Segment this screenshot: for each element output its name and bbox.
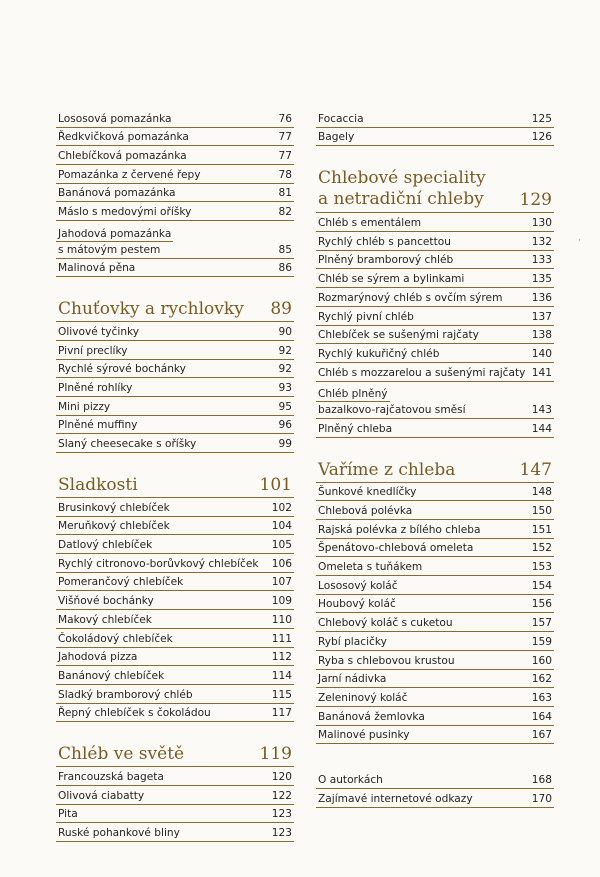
toc-entry-label: Houbový koláč bbox=[318, 598, 396, 611]
toc-entry-label: Špenátovo-chlebová omeleta bbox=[318, 542, 474, 555]
toc-entry-page: 151 bbox=[531, 523, 552, 536]
toc-entry-label: Rajská polévka z bílého chleba bbox=[318, 523, 481, 536]
toc-entry-label: bazalkovo-rajčatovou směsí bbox=[318, 403, 466, 416]
toc-entry-page: 126 bbox=[531, 131, 552, 144]
toc-entry-label: Makový chlebíček bbox=[58, 613, 152, 626]
toc-entry bbox=[56, 610, 294, 629]
toc-entry-label: Meruňkový chlebíček bbox=[58, 520, 170, 533]
toc-entry bbox=[56, 517, 294, 536]
toc-entry-page: 85 bbox=[278, 243, 292, 256]
toc-entry-page: 168 bbox=[531, 773, 552, 786]
toc-entry-label: Banánová pomazánka bbox=[58, 187, 176, 200]
section-heading bbox=[56, 744, 294, 767]
toc-entry bbox=[56, 648, 294, 667]
toc-entry-label: Plněný bramborový chléb bbox=[318, 254, 454, 267]
toc-entry-page: 138 bbox=[531, 329, 552, 342]
toc-entry-label: Chlebová polévka bbox=[318, 505, 413, 518]
toc-entry-page: 152 bbox=[531, 542, 552, 555]
toc-entry-label: Banánová žemlovka bbox=[318, 710, 425, 723]
toc-entry-label: Rychlý kukuřičný chléb bbox=[318, 347, 440, 360]
toc-entry-label: Čokoládový chlebíček bbox=[58, 632, 173, 645]
toc-entry-page: 159 bbox=[531, 635, 552, 648]
section-title: Chléb ve světě bbox=[58, 744, 185, 765]
toc-entry-label: Řepný chlebíček s čokoládou bbox=[58, 707, 211, 720]
toc-entry bbox=[316, 251, 554, 270]
toc-left-column bbox=[56, 109, 294, 842]
toc-entry bbox=[316, 326, 554, 345]
toc-entry-page: 136 bbox=[531, 291, 552, 304]
toc-entry-label: Sladký bramborový chléb bbox=[58, 688, 193, 701]
section-page: 119 bbox=[259, 744, 292, 765]
toc-entry bbox=[316, 539, 554, 558]
toc-entry-page: 117 bbox=[271, 707, 292, 720]
toc-entry-label: Omeleta s tuňákem bbox=[318, 561, 423, 574]
toc-entry bbox=[316, 307, 554, 326]
toc-entry bbox=[56, 202, 294, 221]
toc-entry bbox=[56, 221, 294, 258]
toc-entry bbox=[316, 520, 554, 539]
toc-entry-label: O autorkách bbox=[318, 773, 383, 786]
toc-entry bbox=[316, 688, 554, 707]
toc-entry-page: 81 bbox=[278, 187, 292, 200]
toc-group-varime bbox=[316, 483, 554, 745]
toc-group-pecivo bbox=[316, 109, 554, 146]
toc-entry-page: 132 bbox=[531, 235, 552, 248]
toc-entry-label: Pita bbox=[58, 808, 78, 821]
toc-entry bbox=[316, 344, 554, 363]
section-page: 147 bbox=[519, 459, 552, 480]
toc-entry-page: 115 bbox=[271, 688, 292, 701]
toc-entry-page: 102 bbox=[271, 501, 292, 514]
toc-entry-page: 141 bbox=[531, 366, 552, 379]
toc-entry bbox=[56, 767, 294, 786]
section-heading bbox=[56, 299, 294, 322]
section-heading bbox=[316, 460, 554, 483]
toc-entry bbox=[316, 213, 554, 232]
toc-entry bbox=[316, 483, 554, 502]
toc-entry-page: 123 bbox=[271, 827, 292, 840]
toc-entry-page: 156 bbox=[531, 598, 552, 611]
toc-entry bbox=[316, 382, 554, 419]
toc-entry bbox=[56, 109, 294, 128]
toc-entry bbox=[316, 707, 554, 726]
toc-entry bbox=[316, 501, 554, 520]
toc-group-chutovky bbox=[56, 322, 294, 453]
toc-entry-page: 105 bbox=[271, 539, 292, 552]
toc-entry bbox=[316, 109, 554, 128]
toc-entry-label: Zajímavé internetové odkazy bbox=[318, 792, 473, 805]
toc-entry bbox=[56, 704, 294, 723]
toc-entry-page: 110 bbox=[271, 613, 292, 626]
section-page: 129 bbox=[519, 190, 552, 211]
toc-entry-page: 148 bbox=[531, 486, 552, 499]
toc-entry-label: Višňové bochánky bbox=[58, 595, 154, 608]
toc-entry bbox=[316, 419, 554, 438]
scan-mark: · bbox=[578, 236, 581, 246]
toc-entry-page: 153 bbox=[531, 561, 552, 574]
toc-entry-label: Focaccia bbox=[318, 112, 364, 125]
toc-entry-page: 107 bbox=[271, 576, 292, 589]
toc-entry-page: 163 bbox=[531, 691, 552, 704]
toc-entry-label: Pomerančový chlebíček bbox=[58, 576, 184, 589]
toc-entry bbox=[316, 726, 554, 745]
toc-entry bbox=[56, 259, 294, 278]
toc-entry-page: 140 bbox=[531, 347, 552, 360]
toc-entry-page: 96 bbox=[278, 419, 292, 432]
toc-entry-label: Ředkvičková pomazánka bbox=[58, 131, 189, 144]
toc-entry bbox=[56, 341, 294, 360]
section-title: Vaříme z chleba bbox=[318, 459, 456, 480]
toc-entry bbox=[56, 666, 294, 685]
toc-entry bbox=[56, 805, 294, 824]
section-page: 101 bbox=[259, 475, 292, 496]
toc-entry-label: Chlebíčková pomazánka bbox=[58, 150, 187, 163]
toc-entry-page: 95 bbox=[278, 400, 292, 413]
toc-entry-page: 125 bbox=[531, 112, 552, 125]
toc-entry-label: Bagely bbox=[318, 131, 355, 144]
toc-entry bbox=[56, 573, 294, 592]
section-title-line: a netradiční chleby bbox=[318, 189, 484, 210]
toc-entry-label: Pomazánka z červené řepy bbox=[58, 168, 201, 181]
section-heading bbox=[56, 475, 294, 498]
toc-entry-page: 120 bbox=[271, 770, 292, 783]
toc-entry bbox=[316, 789, 554, 808]
toc-group-svet bbox=[56, 767, 294, 842]
toc-entry-page: 162 bbox=[531, 673, 552, 686]
toc-entry bbox=[56, 146, 294, 165]
toc-entry-label: Plněný chleba bbox=[318, 422, 393, 435]
toc-entry bbox=[56, 554, 294, 573]
toc-entry bbox=[56, 823, 294, 842]
toc-entry-label: Plněné rohlíky bbox=[58, 381, 133, 394]
toc-entry bbox=[56, 591, 294, 610]
toc-entry-label: Mini pizzy bbox=[58, 400, 111, 413]
toc-entry bbox=[56, 535, 294, 554]
toc-entry-page: 154 bbox=[531, 579, 552, 592]
toc-entry bbox=[56, 184, 294, 203]
toc-entry bbox=[56, 378, 294, 397]
toc-group-speciality bbox=[316, 213, 554, 381]
toc-entry-page: 90 bbox=[278, 325, 292, 338]
toc-entry-page: 78 bbox=[278, 168, 292, 181]
toc-entry-page: 77 bbox=[278, 131, 292, 144]
toc-entry-label: Chléb se sýrem a bylinkami bbox=[318, 273, 465, 286]
toc-entry-label: Rybí placičky bbox=[318, 635, 387, 648]
toc-entry bbox=[316, 595, 554, 614]
toc-entry bbox=[56, 498, 294, 517]
toc-entry-label: Jarní nádivka bbox=[318, 673, 387, 686]
toc-entry bbox=[316, 670, 554, 689]
toc-entry-page: 86 bbox=[278, 262, 292, 275]
toc-group-sladkosti bbox=[56, 498, 294, 722]
toc-entry-page: 92 bbox=[278, 344, 292, 357]
toc-entry-page: 104 bbox=[271, 520, 292, 533]
toc-entry-label: Chléb plněný bbox=[318, 387, 388, 400]
toc-entry-page: 112 bbox=[271, 651, 292, 664]
section-page: 89 bbox=[270, 299, 292, 320]
toc-entry-label: Rychlý citronovo-borůvkový chlebíček bbox=[58, 557, 259, 570]
toc-right-column bbox=[316, 109, 554, 808]
toc-entry bbox=[56, 786, 294, 805]
toc-entry-label: Chlebíček se sušenými rajčaty bbox=[318, 329, 479, 342]
toc-entry-page: 170 bbox=[531, 792, 552, 805]
toc-entry-label: Lososová pomazánka bbox=[58, 112, 172, 125]
toc-entry-label: Olivové tyčinky bbox=[58, 325, 140, 338]
toc-entry-page: 133 bbox=[531, 254, 552, 267]
toc-entry-label: Malinové pusinky bbox=[318, 729, 410, 742]
section-heading bbox=[316, 168, 554, 213]
toc-entry-page: 130 bbox=[531, 217, 552, 230]
toc-entry-label: Pivní preclíky bbox=[58, 344, 128, 357]
toc-entry-label: Ruské pohankové bliny bbox=[58, 827, 180, 840]
toc-entry bbox=[56, 360, 294, 379]
toc-entry-label: Olivová ciabatty bbox=[58, 789, 145, 802]
toc-entry-label: Ryba s chlebovou krustou bbox=[318, 654, 455, 667]
toc-entry-page: 137 bbox=[531, 310, 552, 323]
toc-entry-label: Slaný cheesecake s oříšky bbox=[58, 438, 197, 451]
toc-entry-label: Francouzská bageta bbox=[58, 770, 164, 783]
toc-entry bbox=[56, 629, 294, 648]
toc-entry-page: 164 bbox=[531, 710, 552, 723]
toc-entry bbox=[56, 434, 294, 453]
toc-entry-page: 111 bbox=[271, 632, 292, 645]
toc-group-zaver bbox=[316, 770, 554, 807]
toc-entry-label: Malinová pěna bbox=[58, 262, 136, 275]
toc-entry-label: s mátovým pestem bbox=[58, 243, 161, 256]
toc-entry-page: 106 bbox=[271, 557, 292, 570]
toc-entry-page: 122 bbox=[271, 789, 292, 802]
toc-entry-label: Máslo s medovými oříšky bbox=[58, 206, 192, 219]
toc-entry-page: 114 bbox=[271, 669, 292, 682]
toc-entry bbox=[316, 557, 554, 576]
toc-entry bbox=[56, 322, 294, 341]
toc-entry-page: 157 bbox=[531, 617, 552, 630]
toc-entry-label: Chléb s mozzarelou a sušenými rajčaty bbox=[318, 366, 526, 379]
toc-entry-page: 135 bbox=[531, 273, 552, 286]
toc-entry bbox=[316, 363, 554, 382]
toc-entry-label: Brusinkový chlebíček bbox=[58, 501, 170, 514]
toc-entry bbox=[56, 685, 294, 704]
toc-entry bbox=[56, 416, 294, 435]
toc-entry-label: Rozmarýnový chléb s ovčím sýrem bbox=[318, 291, 503, 304]
toc-group-pomazanky bbox=[56, 109, 294, 221]
toc-entry bbox=[316, 232, 554, 251]
toc-entry-page: 77 bbox=[278, 150, 292, 163]
toc-entry-label: Plněné muffiny bbox=[58, 419, 138, 432]
toc-entry-page: 123 bbox=[271, 808, 292, 821]
toc-entry-label: Rychlý pivní chléb bbox=[318, 310, 414, 323]
toc-entry-label: Datlový chlebíček bbox=[58, 539, 153, 552]
toc-entry-page: 93 bbox=[278, 381, 292, 394]
section-title bbox=[318, 168, 486, 210]
toc-entry bbox=[316, 613, 554, 632]
toc-entry-page: 160 bbox=[531, 654, 552, 667]
toc-entry bbox=[56, 128, 294, 147]
toc-entry-label: Lososový koláč bbox=[318, 579, 398, 592]
toc-entry bbox=[316, 770, 554, 789]
toc-entry-label: Banánový chlebíček bbox=[58, 669, 165, 682]
toc-entry bbox=[316, 576, 554, 595]
toc-entry-page: 150 bbox=[531, 505, 552, 518]
toc-entry-page: 99 bbox=[278, 438, 292, 451]
toc-entry-label: Rychlý chléb s pancettou bbox=[318, 235, 451, 248]
toc-entry bbox=[316, 632, 554, 651]
section-title: Sladkosti bbox=[58, 475, 138, 496]
toc-entry-page: 143 bbox=[531, 403, 552, 416]
toc-entry bbox=[316, 269, 554, 288]
toc-entry-label: Šunkové knedlíčky bbox=[318, 486, 417, 499]
section-title-line: Chlebové speciality bbox=[318, 168, 486, 189]
toc-entry-page: 144 bbox=[531, 422, 552, 435]
toc-entry-label: Zeleninový koláč bbox=[318, 691, 408, 704]
toc-entry-page: 109 bbox=[271, 595, 292, 608]
toc-entry bbox=[56, 165, 294, 184]
toc-entry-page: 82 bbox=[278, 206, 292, 219]
toc-entry-page: 76 bbox=[278, 112, 292, 125]
toc-entry-label: Rychlé sýrové bochánky bbox=[58, 363, 186, 376]
toc-entry-label: Chléb s ementálem bbox=[318, 217, 422, 230]
toc-entry bbox=[316, 288, 554, 307]
toc-entry bbox=[56, 397, 294, 416]
toc-entry-label: Jahodová pizza bbox=[58, 651, 138, 664]
toc-entry-page: 167 bbox=[531, 729, 552, 742]
toc-entry bbox=[316, 651, 554, 670]
toc-entry-page: 92 bbox=[278, 363, 292, 376]
toc-entry-label: Jahodová pomazánka bbox=[58, 227, 172, 240]
section-title: Chuťovky a rychlovky bbox=[58, 299, 244, 320]
toc-entry-label: Chlebový koláč s cuketou bbox=[318, 617, 453, 630]
toc-entry bbox=[316, 128, 554, 147]
